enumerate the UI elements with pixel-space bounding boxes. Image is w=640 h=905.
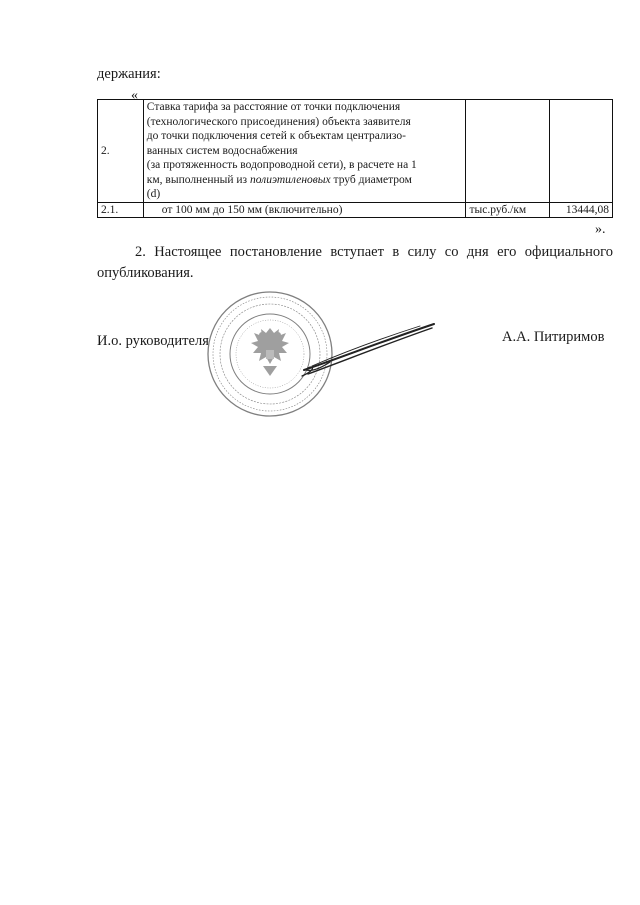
description-line: Ставка тарифа за расстояние от точки подключения <box>146 101 401 113</box>
row-number: 2. <box>98 100 144 203</box>
opening-quote: « <box>131 88 138 103</box>
row-description: от 100 мм до 150 мм (включительно) <box>143 202 466 218</box>
description-line: км, выполненный из <box>146 173 250 186</box>
row-unit <box>466 100 549 203</box>
description-line: (d) <box>146 188 161 200</box>
row-unit: тыс.руб./км <box>466 202 549 218</box>
description-italic-word: полиэтиленовых <box>249 173 331 186</box>
table-row <box>98 100 613 203</box>
row-value: 13444,08 <box>549 202 612 218</box>
signer-name: А.А. Питиримов <box>502 329 605 345</box>
row-number: 2.1. <box>98 202 144 218</box>
tariff-table <box>97 99 613 218</box>
row-description <box>143 100 466 203</box>
description-line: ванных систем водоснабжения <box>146 144 298 157</box>
effective-date-paragraph: 2. Настоящее постановление вступает в силу со дня его официального опубликования. <box>97 244 613 281</box>
double-headed-eagle-icon <box>251 328 289 376</box>
description-line: труб диаметром <box>330 173 412 186</box>
handwritten-signature <box>300 318 440 378</box>
table-row <box>98 202 613 218</box>
intro-fragment: держания: <box>97 66 161 82</box>
description-line: (за протяженность водопроводной сети), в расчете на 1 <box>146 159 417 171</box>
signer-position: И.о. руководителя <box>97 333 209 349</box>
closing-quote: ». <box>595 222 606 237</box>
description-line: (технологического присоединения) объекта заявителя <box>146 115 411 128</box>
row-value <box>549 100 612 203</box>
description-line: до точки подключения сетей к объектам централизо- <box>146 130 406 142</box>
